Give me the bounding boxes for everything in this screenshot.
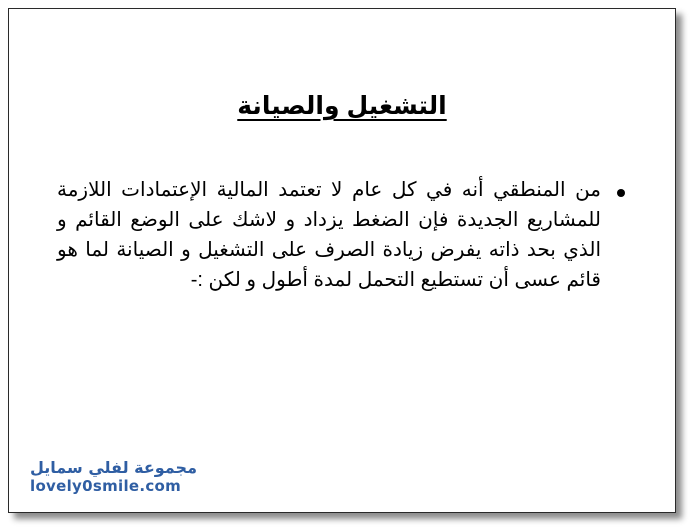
watermark-arabic-text: مجموعة لفلي سمايل bbox=[30, 458, 197, 477]
bullet-text: من المنطقي أنه في كل عام لا تعتمد المالية الإعتمادات اللازمة للمشاريع الجديدة فإن الضغط يزداد و لاشك على الوضع القائم و الذي بحد ذاته يفرض زيادة الصرف على التشغيل و الصيانة لما هو قائم عسى أن تستطيع التحمل لمدة أطول و لكن :- bbox=[57, 179, 601, 291]
bullet-item bbox=[57, 175, 629, 295]
watermark-logo bbox=[30, 458, 197, 495]
bullet-list bbox=[57, 175, 629, 295]
slide-title: التشغيل والصيانة bbox=[237, 92, 447, 120]
slide bbox=[8, 8, 676, 513]
watermark-url: lovely0smile.com bbox=[30, 477, 182, 496]
bullet-dot-icon bbox=[617, 189, 625, 197]
